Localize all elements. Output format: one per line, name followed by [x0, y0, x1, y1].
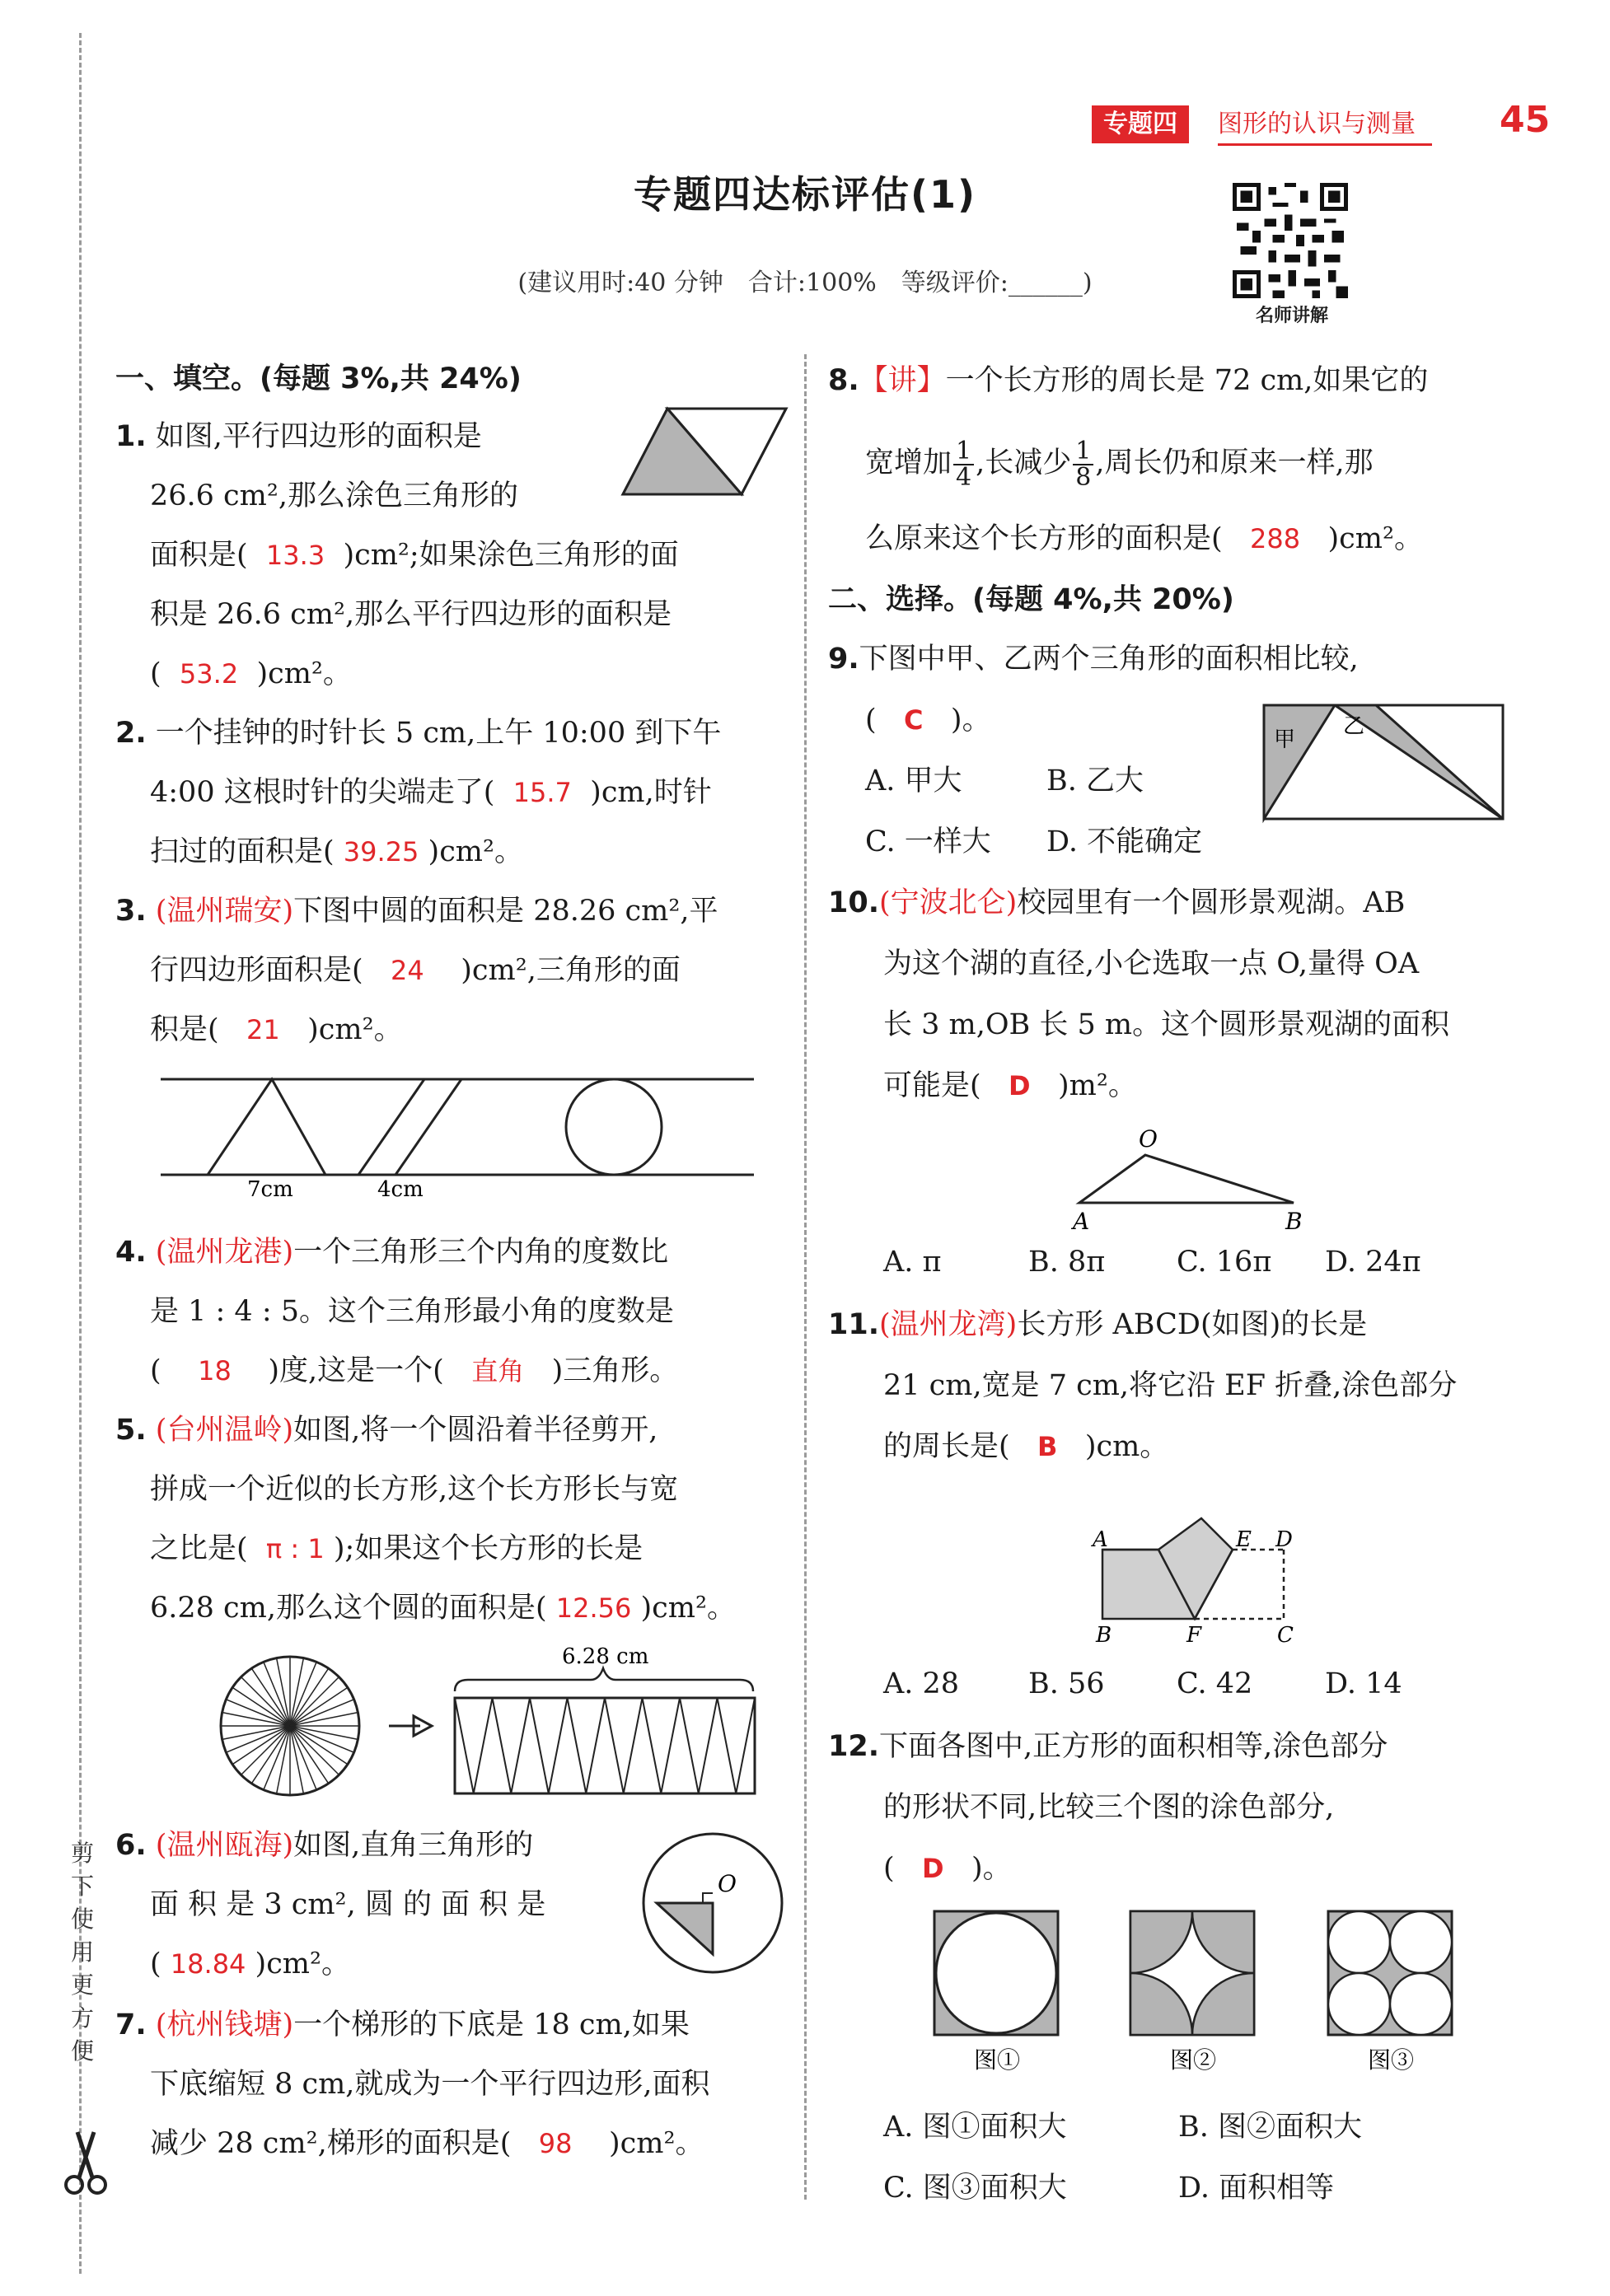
section2-heading: 二、选择。(每题 4%,共 20%) [828, 583, 1234, 616]
qr-code[interactable] [1233, 183, 1348, 298]
option-9a[interactable]: A. 甲大 [865, 765, 962, 797]
answer-5b[interactable]: 12.56 [555, 1592, 632, 1624]
answer-7[interactable]: 98 [538, 2128, 573, 2159]
fig-label-7cm: 7cm [247, 1177, 293, 1202]
answer-8[interactable]: 288 [1250, 523, 1301, 554]
square-figure-1 [931, 1908, 1063, 2073]
page-subtitle: (建议用时:40 分钟 合计:100% 等级评价:______) [517, 269, 1093, 297]
folded-rectangle-figure [1079, 1495, 1318, 1644]
answer-3a[interactable]: 24 [391, 955, 424, 986]
option-12a[interactable]: A. 图①面积大 [883, 2111, 1067, 2144]
fig-label-B: B [1285, 1208, 1303, 1234]
chapter-topic: 图形的认识与测量 [1218, 105, 1432, 146]
option-12b[interactable]: B. 图②面积大 [1178, 2111, 1362, 2144]
fig-label-4cm: 4cm [377, 1177, 424, 1202]
square-figure-3 [1325, 1908, 1457, 2073]
option-11d[interactable]: D. 14 [1325, 1667, 1402, 1700]
answer-2b[interactable]: 39.25 [343, 836, 419, 867]
option-9d[interactable]: D. 不能确定 [1046, 825, 1203, 858]
fig-label-A: A [1093, 1527, 1108, 1552]
option-11a[interactable]: A. 28 [883, 1667, 960, 1700]
parallelogram-figure [618, 402, 791, 501]
option-12d[interactable]: D. 面积相等 [1178, 2172, 1335, 2205]
fig-caption-3: 图③ [1368, 2046, 1415, 2073]
answer-5a[interactable]: π : 1 [265, 1533, 325, 1564]
section1-heading: 一、填空。(每题 3%,共 24%) [115, 362, 522, 395]
triangle-OAB-figure [1063, 1127, 1310, 1234]
square-figure-2 [1127, 1908, 1259, 2073]
fig-label-O: O [1139, 1127, 1158, 1153]
circle-to-rectangle-figure [216, 1644, 784, 1808]
option-12c[interactable]: C. 图③面积大 [883, 2172, 1067, 2205]
parallel-lines-figure [157, 1071, 758, 1203]
fig-label-length: 6.28 cm [562, 1644, 649, 1669]
answer-2a[interactable]: 15.7 [512, 777, 572, 808]
option-10a[interactable]: A. π [883, 1246, 942, 1279]
fig-label-jia: 甲 [1274, 727, 1296, 752]
fig-label-A: A [1073, 1208, 1090, 1234]
rectangle-sectors [455, 1698, 755, 1793]
answer-9[interactable]: C [904, 704, 924, 736]
option-9c[interactable]: C. 一样大 [865, 825, 991, 858]
option-9b[interactable]: B. 乙大 [1046, 765, 1144, 797]
fig-label-D: D [1275, 1527, 1293, 1552]
page-title: 专题四达标评估(1) [633, 172, 977, 217]
fig-caption-2: 图② [1170, 2046, 1217, 2073]
fig-label-O: O [718, 1870, 737, 1897]
fraction-one-quarter: $\frac{1}{4}$ [953, 439, 974, 490]
fig-label-yi: 乙 [1343, 714, 1365, 739]
answer-4b[interactable]: 直角 [471, 1355, 525, 1386]
column-divider [804, 354, 807, 2200]
fig-label-F: F [1186, 1623, 1202, 1644]
answer-1a[interactable]: 13.3 [265, 540, 325, 571]
arrow-right-icon [389, 1716, 432, 1736]
answer-1b[interactable]: 53.2 [179, 658, 239, 690]
answer-11[interactable]: B [1037, 1431, 1058, 1462]
fig-label-B: B [1096, 1623, 1112, 1644]
cut-hint: 剪 下 使 用 更 方 便 [70, 1840, 94, 2065]
option-11c[interactable]: C. 42 [1177, 1667, 1253, 1700]
fig-caption-1: 图① [974, 2046, 1021, 2073]
fig-label-E: E [1236, 1527, 1252, 1552]
chapter-tag: 专题四 [1092, 105, 1189, 143]
option-11b[interactable]: B. 56 [1028, 1667, 1105, 1700]
page-number: 45 [1500, 99, 1551, 141]
triangles-jia-yi-figure [1261, 700, 1508, 824]
option-10d[interactable]: D. 24π [1325, 1246, 1421, 1279]
answer-12[interactable]: D [922, 1853, 944, 1884]
answer-6[interactable]: 18.84 [170, 1948, 246, 1980]
answer-4a[interactable]: 18 [198, 1355, 232, 1386]
fraction-one-eighth: $\frac{1}{8}$ [1073, 439, 1093, 490]
scissors-icon [63, 2125, 109, 2200]
answer-3b[interactable]: 21 [246, 1014, 280, 1045]
circle-right-triangle-figure [639, 1829, 787, 1977]
fig-label-C: C [1277, 1623, 1294, 1644]
option-10b[interactable]: B. 8π [1028, 1246, 1106, 1279]
answer-10[interactable]: D [1009, 1070, 1031, 1101]
qr-label: 名师讲解 [1255, 306, 1328, 326]
option-10c[interactable]: C. 16π [1177, 1246, 1272, 1279]
